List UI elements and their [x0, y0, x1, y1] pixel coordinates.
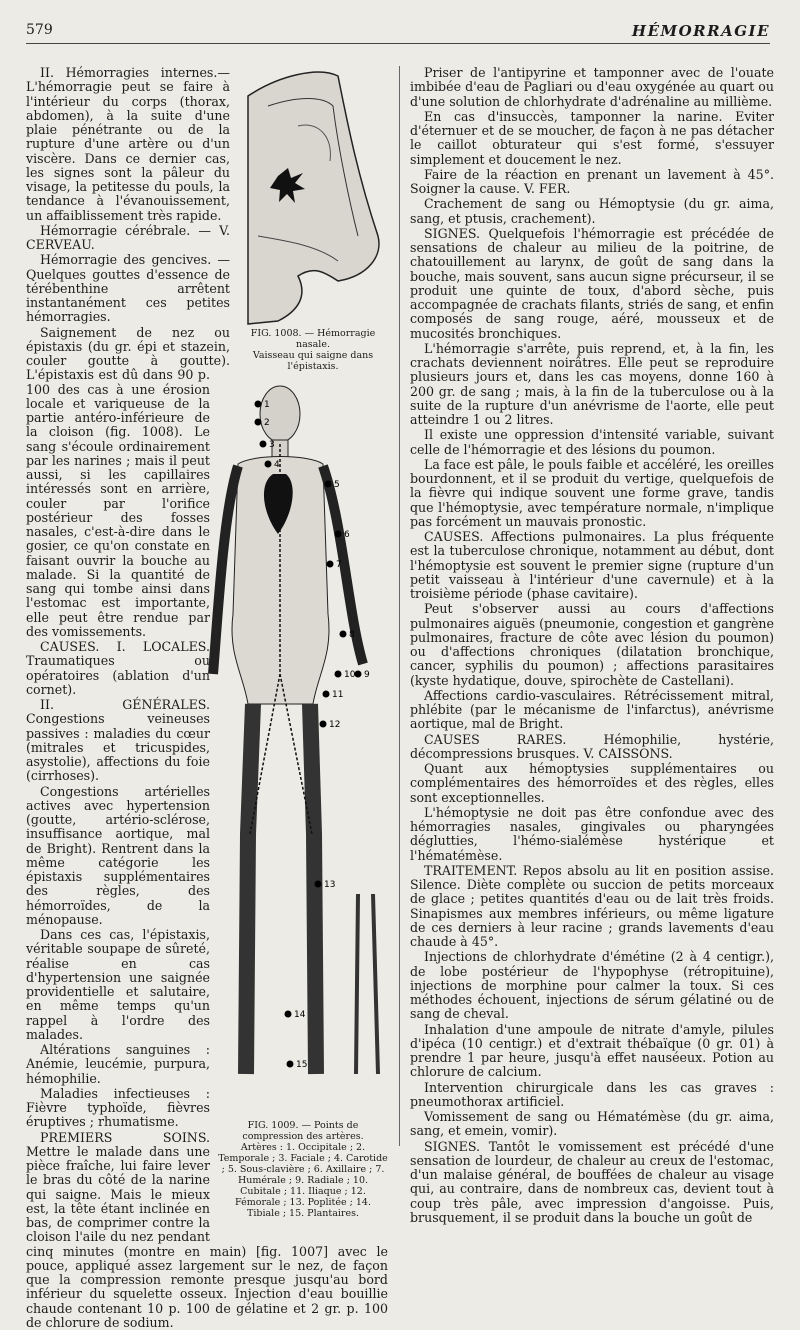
compression-point-label: 14	[294, 1010, 306, 1020]
left-paragraph: Maladies infectieuses : Fièvre typhoïde, fièvres éruptives ; rhumatisme.	[26, 1087, 388, 1130]
compression-point	[355, 671, 362, 678]
compression-point	[285, 1011, 292, 1018]
compression-point-label: 8	[349, 630, 355, 640]
right-paragraph: Affections cardio-vasculaires. Rétrécissement mitral, phlébite (par le mécanisme de l'infarctus), anévrisme aortique, mal de Bright.	[410, 689, 774, 732]
right-paragraph: La face est pâle, le pouls faible et accéléré, les oreilles bourdonnent, et il se produit du vertige, quelquefois de la fièvre qui indique souvent une forme grave, tandis que l'hémoptysie, avec température normale, n'implique pas forcément un mauvais pronostic.	[410, 458, 774, 529]
compression-point-label: 10	[344, 670, 356, 680]
running-header	[26, 22, 770, 44]
compression-point-label: 13	[324, 880, 335, 890]
left-paragraph: PREMIERS SOINS. Mettre le malade dans une pièce fraîche, lui faire lever le bras du côté de la narine qui saigne. Mais le mieux est, la tête étant inclinée en bas, de comprimer contre la cloison l'aile du nez pendant cinq minutes (montre en main) [fig. 1007] avec le pouce, appliqué assez largement sur le nez, de façon que la compression remonte presque jusqu'au bord inférieur du squelette osseux. Injection d'eau bouillie chaude contenant 10 p. 100 de gélatine et 2 gr. p. 100 de chlorure de sodium.	[26, 1131, 388, 1330]
figure-1008-caption: FIG. 1008. — Hémorragie nasale.	[238, 328, 388, 350]
compression-point-label: 6	[344, 530, 350, 540]
right-paragraph: CAUSES. Affections pulmonaires. La plus fréquente est la tuberculose chronique, notamment au début, dont l'hémoptysie est souvent le premier signe (rupture d'un petit vaisseau à l'intérieur d'une cavernule) et à la troisième période (phase cavitaire).	[410, 530, 774, 601]
compression-point	[335, 531, 342, 538]
compression-point	[325, 481, 332, 488]
left-paragraph: Hémorragie cérébrale. — V. CERVEAU.	[26, 224, 388, 253]
right-paragraph: Crachement de sang ou Hémoptysie (du gr. aima, sang, et ptusis, crachement).	[410, 197, 774, 226]
left-paragraph: Congestions artérielles actives avec hypertension (goutte, artério-sclérose, insuffisance aortique, mal de Bright). Rentrent dans la même catégorie les épistaxis supplémentaires des règles, des hémorroïdes, de la ménopause.	[26, 785, 388, 928]
column-divider	[399, 66, 400, 1146]
right-paragraph: Il existe une oppression d'intensité variable, suivant celle de l'hémorragie et des lésions du poumon.	[410, 428, 774, 457]
right-paragraph: En cas d'insuccès, tamponner la narine. Eviter d'éternuer et de se moucher, de façon à ne pas détacher le caillot obturateur qui s'est formé, s'essuyer simplement et doucement le nez.	[410, 110, 774, 167]
figure-1008	[238, 66, 388, 366]
left-paragraph: Altérations sanguines : Anémie, leucémie, purpura, hémophilie.	[26, 1043, 388, 1086]
figure-1009-caption: FIG. 1009. — Points de compression des artères.	[218, 1120, 388, 1142]
right-paragraph: L'hémorragie s'arrête, puis reprend, et, à la fin, les crachats deviennent noirâtres. Elle peut se reproduire plusieurs jours et, dans les cas moyens, donne 160 à 200 gr. de sang ; mais, à la fin de la tuberculose ou à la suite de la rupture d'un anévrisme de l'aorte, elle peut atteindre 1 ou 2 litres.	[410, 342, 774, 428]
right-paragraph: Priser de l'antipyrine et tamponner avec de l'ouate imbibée d'eau de Pagliari ou d'eau oxygénée au quart ou d'une solution de chlorhydrate d'adrénaline au millième.	[410, 66, 774, 109]
figure-1009	[218, 374, 388, 1234]
compression-point-label: 7	[336, 560, 342, 570]
compression-point-label: 15	[296, 1060, 307, 1070]
left-paragraph: Saignement de nez ou épistaxis (du gr. épi et stazein, couler goutte à goutte). L'épistaxis est dû dans 90 p. 100 des cas à une érosion locale et variqueuse de la partie antéro-inférieure de la cloison (fig. 1008). Le sang s'écoule ordinairement par les narines ; mais il peut aussi, si les capillaires intéressés sont en arrière, couler par l'orifice postérieur des fosses nasales, c'est-à-dire dans le gosier, ce qu'on constate en faisant ouvrir la bouche au malade. Si la quantité de sang qui tombe ainsi dans l'estomac est importante, elle peut être rendue par des vomissements.	[26, 326, 388, 640]
right-paragraph: SIGNES. Tantôt le vomissement est précédé d'une sensation de lourdeur, de chaleur au creux de l'estomac, d'un malaise général, de bouffées de chaleur au visage qui, au contraire, dans de nombreux cas, devient tout à coup très pâle, avec impression d'angoisse. Puis, brusquement, il se produit dans la bouche un goût de	[410, 1140, 774, 1226]
right-column	[410, 66, 774, 1161]
right-paragraph: SIGNES. Quelquefois l'hémorragie est précédée de sensations de chaleur au milieu de la poitrine, de chatouillement au larynx, de goût de sang dans la bouche, mais souvent, sans aucun signe précurseur, il se produit une quinte de toux, d'abord sèche, puis accompagnée de crachats filants, striés de sang, et enfin composés de sang rouge, aéré, mousseux et de mucosités bronchiques.	[410, 227, 774, 341]
compression-point	[340, 631, 347, 638]
arteries-illustration	[218, 374, 388, 1114]
right-paragraph: CAUSES RARES. Hémophilie, hystérie, décompressions brusques. V. CAISSONS.	[410, 733, 774, 762]
nose-illustration	[238, 66, 388, 328]
compression-point-label: 3	[269, 440, 275, 450]
right-paragraph: Faire de la réaction en prenant un lavement à 45°. Soigner la cause. V. FER.	[410, 168, 774, 197]
compression-point	[323, 691, 330, 698]
left-paragraph: II. Hémorragies internes.— L'hémorragie peut se faire à l'intérieur du corps (thorax, abdomen), à la suite d'une plaie pénétrante ou de la rupture d'une artère ou d'un viscère. Dans ce dernier cas, les signes sont la pâleur du visage, la petitesse du pouls, la tendance à l'évanouissement, un affaiblissement très rapide.	[26, 66, 388, 223]
left-paragraph: CAUSES. I. LOCALES. Traumatiques ou opératoires (ablation d'un cornet).	[26, 640, 388, 697]
compression-point-label: 4	[274, 460, 280, 470]
figure-1008-subcaption: Vaisseau qui saigne dans l'épistaxis.	[238, 350, 388, 372]
compression-point	[327, 561, 334, 568]
compression-point	[335, 671, 342, 678]
left-column	[26, 66, 388, 1161]
right-text	[410, 66, 774, 1225]
compression-point	[315, 881, 322, 888]
right-paragraph: Inhalation d'une ampoule de nitrate d'amyle, pilules d'ipéca (10 centigr.) et d'extrait thébaïque (0 gr. 01) à prendre 1 par heure, jusqu'à effet nauséeux. Potion au chlorure de calcium.	[410, 1023, 774, 1080]
compression-point-label: 9	[364, 670, 370, 680]
compression-point-label: 1	[264, 400, 270, 410]
right-paragraph: Quant aux hémoptysies supplémentaires ou complémentaires des hémorroïdes et des règles, elles sont exceptionnelles.	[410, 762, 774, 805]
right-paragraph: TRAITEMENT. Repos absolu au lit en position assise. Silence. Diète complète ou succion de petits morceaux de glace ; petites quantités d'eau ou de lait très froids. Sinapismes aux membres inférieurs, ou même ligature de ces derniers à leur racine ; grands lavements d'eau chaude à 45°.	[410, 864, 774, 950]
compression-point	[265, 461, 272, 468]
compression-point	[260, 441, 267, 448]
compression-point-label: 11	[332, 690, 343, 700]
right-paragraph: Injections de chlorhydrate d'émétine (2 à 4 centigr.), de lobe postérieur de l'hypophyse (rétropituine), injections de morphine pour calmer la toux. Si ces méthodes échouent, injections de sérum gélatiné ou de sang de cheval.	[410, 950, 774, 1021]
right-paragraph: L'hémoptysie ne doit pas être confondue avec des hémorragies nasales, gingivales ou pharyngées déglutties, l'hémo-sialémèse hystérique et l'hématémèse.	[410, 806, 774, 863]
right-paragraph: Peut s'observer aussi au cours d'affections pulmonaires aiguës (pneumonie, congestion et gangrène pulmonaires, fracture de côte avec lésion du poumon) ou d'affections chroniques (dilatation bronchique, cancer, syphilis du poumon) ; affections parasitaires (kyste hydatique, douve, spirochète de Castellani).	[410, 602, 774, 688]
left-paragraph: Hémorragie des gencives. — Quelques gouttes d'essence de térébenthine arrêtent instantanément ces petites hémorragies.	[26, 253, 388, 324]
compression-point-label: 12	[329, 720, 340, 730]
compression-point-label: 2	[264, 418, 270, 428]
compression-point-label: 5	[334, 480, 340, 490]
left-paragraph: Dans ces cas, l'épistaxis, véritable soupape de sûreté, réalise en cas d'hypertension une saignée providentielle et salutaire, en même temps qu'un rappel à l'ordre des malades.	[26, 928, 388, 1042]
right-paragraph: Intervention chirurgicale dans les cas graves : pneumothorax artificiel.	[410, 1081, 774, 1110]
compression-point	[320, 721, 327, 728]
figure-1009-legend: Artères : 1. Occipitale ; 2. Temporale ; 3. Faciale ; 4. Carotide ; 5. Sous-clavière ; 6. Axillaire ; 7. Humérale ; 9. Radiale ; 10. Cubitale ; 11. Iliaque ; 12. Fémorale ; 13. Poplitée ; 14. Tibiale ; 15. Plantaires.	[218, 1142, 388, 1219]
compression-point	[255, 401, 262, 408]
running-title: HÉMORRAGIE	[632, 22, 770, 40]
left-paragraph: II. GÉNÉRALES. Congestions veineuses passives : maladies du cœur (mitrales et tricuspides, asystolie), affections du foie (cirrhoses).	[26, 698, 388, 784]
page-number: 579	[26, 22, 53, 38]
compression-point	[255, 419, 262, 426]
compression-point	[287, 1061, 294, 1068]
right-paragraph: Vomissement de sang ou Hématémèse (du gr. aima, sang, et emein, vomir).	[410, 1110, 774, 1139]
